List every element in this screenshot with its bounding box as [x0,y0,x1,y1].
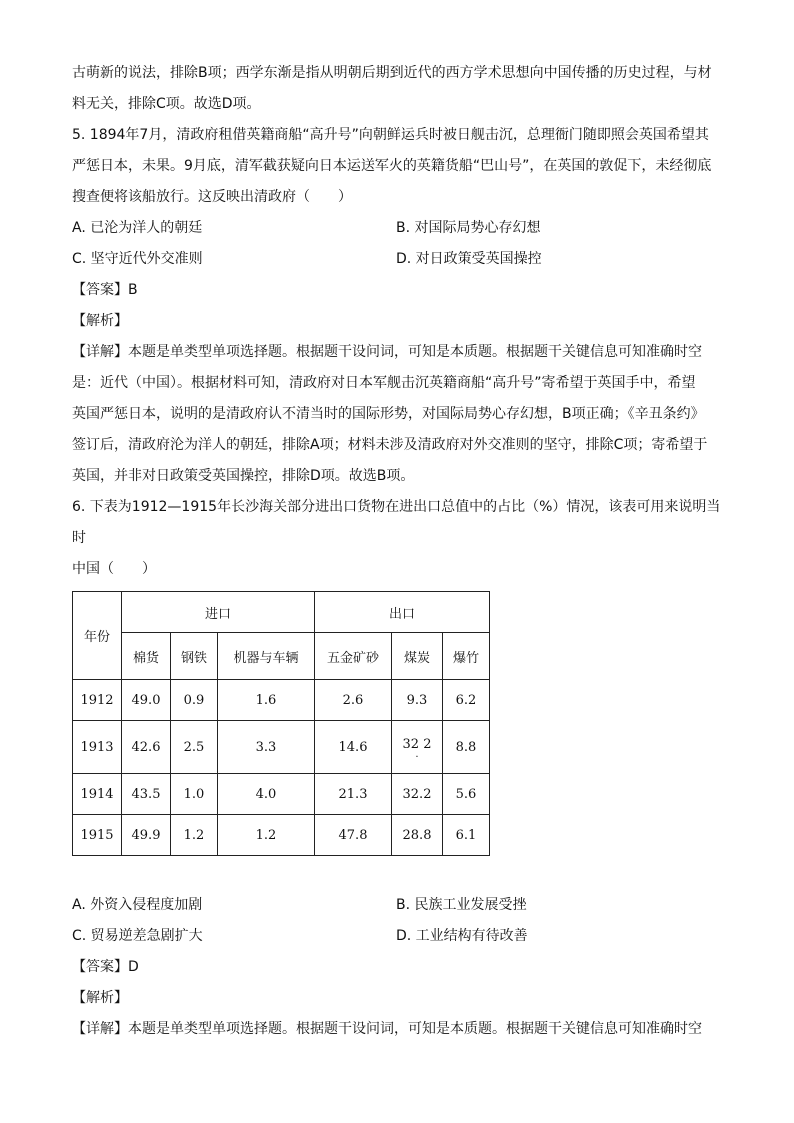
q6-stem-line-1: 6. 下表为1912—1915年长沙海关部分进出口货物在进出口总值中的占比（%）情况，该表可用来说明当时 [72,499,721,546]
table-cell: 1.2 [171,815,218,856]
stray-dot: . [415,748,419,760]
year-header: 年份 [73,592,122,680]
table-cell: 1.2 [218,815,315,856]
table-cell: 1912 [73,680,122,721]
q5-option-a: A. 已沦为洋人的朝廷 [72,220,203,236]
q5-stem-line-3: 搜查便将该船放行。这反映出清政府（ ） [72,189,352,205]
table-row [73,815,490,856]
q6-analysis-label: 【解析】 [72,990,128,1006]
table-cell: 32.2 [392,774,443,815]
table-cell: 1.0 [171,774,218,815]
table-row [73,680,490,721]
table-header-row-2 [73,633,490,680]
q6-option-a: A. 外资入侵程度加剧 [72,897,203,913]
table-cell: 21.3 [315,774,392,815]
q6-option-b: B. 民族工业发展受挫 [396,897,527,913]
q6-option-d: D. 工业结构有待改善 [396,928,528,944]
q5-detail-line-5: 英国，并非对日政策受英国操控，排除D项。故选B项。 [72,468,415,484]
table-cell: 47.8 [315,815,392,856]
q5-option-b: B. 对国际局势心存幻想 [396,220,541,236]
table-cell: 6.2 [443,680,490,721]
table-cell: 4.0 [218,774,315,815]
table-cell: 5.6 [443,774,490,815]
q5-answer: 【答案】B [72,282,138,298]
table-cell: 1914 [73,774,122,815]
q6-option-c: C. 贸易逆差急剧扩大 [72,928,203,944]
table-cell: 9.3 [392,680,443,721]
table-cell: 14.6 [315,721,392,774]
q5-detail-line-2: 是：近代（中国）。根据材料可知，清政府对日本军舰击沉英籍商船“高升号”寄希望于英国手中，希望 [72,375,696,391]
table-cell: 49.9 [122,815,171,856]
q6-stem-line-2: 中国（ ） [72,561,156,577]
q5-detail-line-3: 英国严惩日本，说明的是清政府认不清当时的国际形势，对国际局势心存幻想，B项正确；《辛丑条约》 [72,406,705,422]
table-header-row-1 [73,592,490,633]
table-cell: 0.9 [171,680,218,721]
col-header-machinery: 机器与车辆 [218,633,315,680]
table-cell: 1915 [73,815,122,856]
cell-value: 32 2 [402,736,432,752]
table-cell: 28.8 [392,815,443,856]
q5-stem-line-2: 严惩日本，未果。9月底，清军截获疑向日本运送军火的英籍货船“巴山号”，在英国的敦促下，未经彻底 [72,158,712,174]
q6-options-row-1 [72,890,724,921]
col-header-firecrackers: 爆竹 [443,633,490,680]
question-6 [72,492,724,1045]
table-row [73,774,490,815]
table-cell: 42.6 [122,721,171,774]
q5-detail-line-4: 签订后，清政府沦为洋人的朝廷，排除A项；材料未涉及清政府对外交准则的坚守，排除C项；寄希望于 [72,437,708,453]
col-header-steel: 钢铁 [171,633,218,680]
table-row [73,721,490,774]
table-cell: 2.6 [315,680,392,721]
q5-option-c: C. 坚守近代外交准则 [72,251,203,267]
export-header: 出口 [315,592,490,633]
import-header: 进口 [122,592,315,633]
q5-options-row-1 [72,213,724,244]
table-cell: 1913 [73,721,122,774]
q5-stem-line-1: 5. 1894年7月，清政府租借英籍商船“高升号”向朝鲜运兵时被日舰击沉，总理衙门随即照会英国希望其 [72,127,709,143]
col-header-ore: 五金矿砂 [315,633,392,680]
q5-detail-line-1: 【详解】本题是单类型单项选择题。根据题干设问词，可知是本质题。根据题干关键信息可知准确时空 [72,344,702,360]
table-cell-coal-1913 [392,721,443,774]
q5-analysis-label: 【解析】 [72,313,128,329]
q6-answer: 【答案】D [72,959,139,975]
q5-options-row-2 [72,244,724,275]
q6-options-row-2 [72,921,724,952]
q5-option-d: D. 对日政策受英国操控 [396,251,542,267]
table-cell: 3.3 [218,721,315,774]
table-cell: 49.0 [122,680,171,721]
q6-detail-line-1: 【详解】本题是单类型单项选择题。根据题干设问词，可知是本质题。根据题干关键信息可知准确时空 [72,1021,702,1037]
table-cell: 6.1 [443,815,490,856]
intro-line-1: 古萌新的说法，排除B项；西学东渐是指从明朝后期到近代的西方学术思想向中国传播的历史过程，与材 [72,65,712,81]
intro-line-2: 料无关，排除C项。故选D项。 [72,96,261,112]
col-header-cotton: 棉货 [122,633,171,680]
table-cell: 1.6 [218,680,315,721]
col-header-coal: 煤炭 [392,633,443,680]
table-cell: 2.5 [171,721,218,774]
table-cell: 43.5 [122,774,171,815]
trade-share-table [72,591,490,856]
question-5 [72,120,724,492]
table-cell: 8.8 [443,721,490,774]
document-page [72,58,724,1045]
